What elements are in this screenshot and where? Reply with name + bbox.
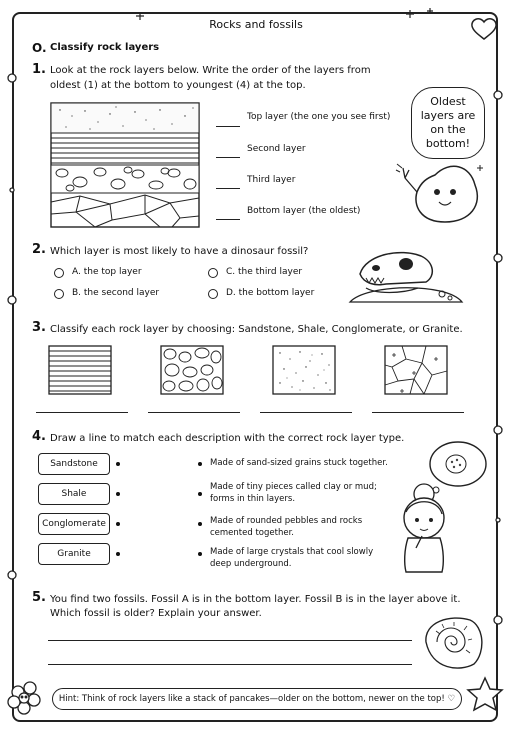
description-item — [210, 457, 388, 469]
description-line: cemented together. — [210, 528, 294, 538]
description-line: Made of large crystals that cool slowly — [210, 547, 374, 557]
section-heading: Classify rock layers — [50, 42, 160, 53]
conglomerate-sample — [160, 345, 224, 395]
answer-blank[interactable] — [216, 219, 240, 220]
radio-option-d[interactable] — [208, 289, 218, 299]
answer-blank[interactable] — [372, 412, 464, 413]
ammonite-fossil-icon — [420, 612, 486, 672]
layer-label-bottom: Bottom layer (the oldest) — [247, 206, 361, 216]
option-label: A. the top layer — [72, 267, 142, 277]
hint-box: Hint: Think of rock layers like a stack of pancakes—older on the bottom, newer on the top! ♡ — [52, 688, 462, 710]
answer-blank[interactable] — [148, 412, 240, 413]
answer-line[interactable] — [48, 640, 412, 641]
girl-thinking-illustration — [394, 438, 494, 574]
radio-option-c[interactable] — [208, 268, 218, 278]
bubble-line: Oldest — [430, 95, 466, 108]
bubble-line: bottom! — [425, 137, 471, 150]
sandstone-sample — [272, 345, 336, 395]
description-line: forms in thin layers. — [210, 494, 296, 504]
option-label: B. the second layer — [72, 288, 160, 298]
description-line: deep underground. — [210, 559, 292, 569]
question-text-line: oldest (1) at the bottom to youngest (4) at the top. — [50, 80, 306, 91]
match-dot[interactable] — [116, 492, 120, 496]
question-text-line: Which fossil is older? Explain your answer. — [50, 608, 262, 619]
question-text-line: You find two fossils. Fossil A is in the bottom layer. Fossil B is in the layer above it. — [50, 594, 461, 605]
rock-type-conglomerate[interactable]: Conglomerate — [38, 513, 110, 535]
rock-type-granite[interactable]: Granite — [38, 543, 110, 565]
question-number: 5. — [32, 590, 46, 605]
description-item — [210, 515, 362, 539]
shale-sample — [48, 345, 112, 395]
section-letter: O. — [32, 41, 47, 55]
description-line: Made of sand-sized grains stuck together. — [210, 458, 388, 468]
question-number: 3. — [32, 320, 46, 335]
answer-blank[interactable] — [216, 157, 240, 158]
description-line: Made of tiny pieces called clay or mud; — [210, 482, 377, 492]
rock-type-shale[interactable]: Shale — [38, 483, 110, 505]
bubble-line: on the — [430, 123, 466, 136]
answer-blank[interactable] — [216, 188, 240, 189]
answer-blank[interactable] — [260, 412, 352, 413]
radio-option-a[interactable] — [54, 268, 64, 278]
rock-character-illustration — [395, 150, 495, 230]
rock-layers-diagram — [50, 102, 200, 228]
question-text: Classify each rock layer by choosing: Sandstone, Shale, Conglomerate, or Granite. — [50, 324, 463, 335]
match-dot[interactable] — [198, 462, 202, 466]
question-text: Draw a line to match each description with the correct rock layer type. — [50, 433, 405, 444]
dinosaur-skull-icon — [346, 244, 466, 310]
star-icon — [468, 678, 502, 710]
layer-label-top: Top layer (the one you see first) — [247, 112, 391, 122]
match-dot[interactable] — [116, 552, 120, 556]
answer-blank[interactable] — [216, 126, 240, 127]
match-dot[interactable] — [198, 492, 202, 496]
layer-label-third: Third layer — [247, 175, 296, 185]
answer-line[interactable] — [48, 664, 412, 665]
question-number: 1. — [32, 62, 46, 77]
option-label: C. the third layer — [226, 267, 303, 277]
match-dot[interactable] — [116, 522, 120, 526]
bubble-line: layers are — [420, 109, 476, 122]
radio-option-b[interactable] — [54, 289, 64, 299]
description-item — [210, 546, 373, 570]
option-label: D. the bottom layer — [226, 288, 315, 298]
rock-type-sandstone[interactable]: Sandstone — [38, 453, 110, 475]
answer-blank[interactable] — [36, 412, 128, 413]
page-title: Rocks and fossils — [209, 18, 303, 31]
match-dot[interactable] — [198, 552, 202, 556]
granite-sample — [384, 345, 448, 395]
match-dot[interactable] — [198, 522, 202, 526]
speech-bubble — [411, 87, 485, 159]
question-number: 2. — [32, 242, 46, 257]
layer-label-second: Second layer — [247, 144, 306, 154]
question-text: Which layer is most likely to have a dinosaur fossil? — [50, 246, 309, 257]
flower-icon — [8, 682, 40, 714]
question-number: 4. — [32, 429, 46, 444]
question-text-line: Look at the rock layers below. Write the order of the layers from — [50, 65, 371, 76]
description-line: Made of rounded pebbles and rocks — [210, 516, 363, 526]
description-item — [210, 481, 377, 505]
match-dot[interactable] — [116, 462, 120, 466]
